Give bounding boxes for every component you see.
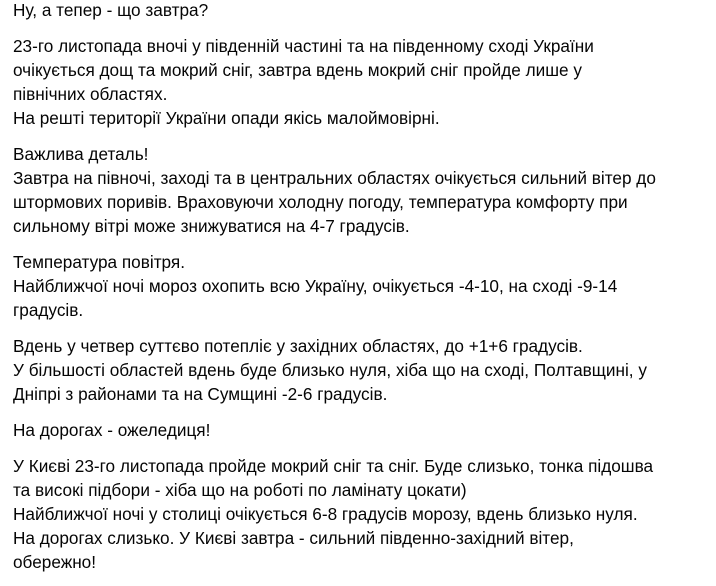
post-paragraph-precipitation	[13, 34, 713, 130]
post-line: Важлива деталь!	[13, 144, 149, 164]
post-line: У більшості областей вдень буде близько нуля, хіба що на сході, Полтавщині, у	[13, 360, 647, 380]
post-line: На решті території України опади якісь малоймовірні.	[13, 108, 440, 128]
post-paragraph-daytime	[13, 334, 713, 406]
post-line: Температура повітря.	[13, 252, 186, 272]
post-line: Вдень у четвер суттєво потепліє у західних областях, до +1+6 градусів.	[13, 336, 583, 356]
post-body	[13, 0, 713, 586]
post-line: штормових поривів. Враховуючи холодну погоду, температура комфорту при	[13, 192, 628, 212]
post-paragraph-intro	[13, 0, 713, 22]
post-line: та високі підбори - хіба що на роботі по ламінату цокати)	[13, 480, 467, 500]
post-line: Завтра на півночі, заході та в центральних областях очікується сильний вітер до	[13, 168, 656, 188]
post-line: 23-го листопада вночі у південній частині та на південному сході України	[13, 36, 594, 56]
post-line: очікується дощ та мокрий сніг, завтра вдень мокрий сніг пройде лише у	[13, 60, 582, 80]
post-line: Найближчої ночі у столиці очікується 6-8 градусів морозу, вдень близько нуля.	[13, 504, 638, 524]
post-line: Дніпрі з районами та на Сумщині -2-6 градусів.	[13, 384, 388, 404]
post-paragraph-wind	[13, 142, 713, 238]
post-line: північних областях.	[13, 84, 168, 104]
post-line: Ну, а тепер - що завтра?	[13, 0, 209, 20]
post-line: градусів.	[13, 300, 84, 320]
post-line: У Києві 23-го листопада пройде мокрий сніг та сніг. Буде слизько, тонка підошва	[13, 456, 654, 476]
post-paragraph-temperature	[13, 250, 713, 322]
post-line: На дорогах - ожеледиця!	[13, 420, 211, 440]
post-line: На дорогах слизько. У Києві завтра - сильний південно-західний вітер,	[13, 528, 574, 548]
post-paragraph-roads	[13, 418, 713, 442]
post-line: сильному вітрі може знижуватися на 4-7 градусів.	[13, 216, 410, 236]
post-line: обережно!	[13, 552, 97, 572]
post-line: Найближчої ночі мороз охопить всю Україну, очікується -4-10, на сході -9-14	[13, 276, 618, 296]
post-paragraph-kyiv	[13, 454, 713, 574]
